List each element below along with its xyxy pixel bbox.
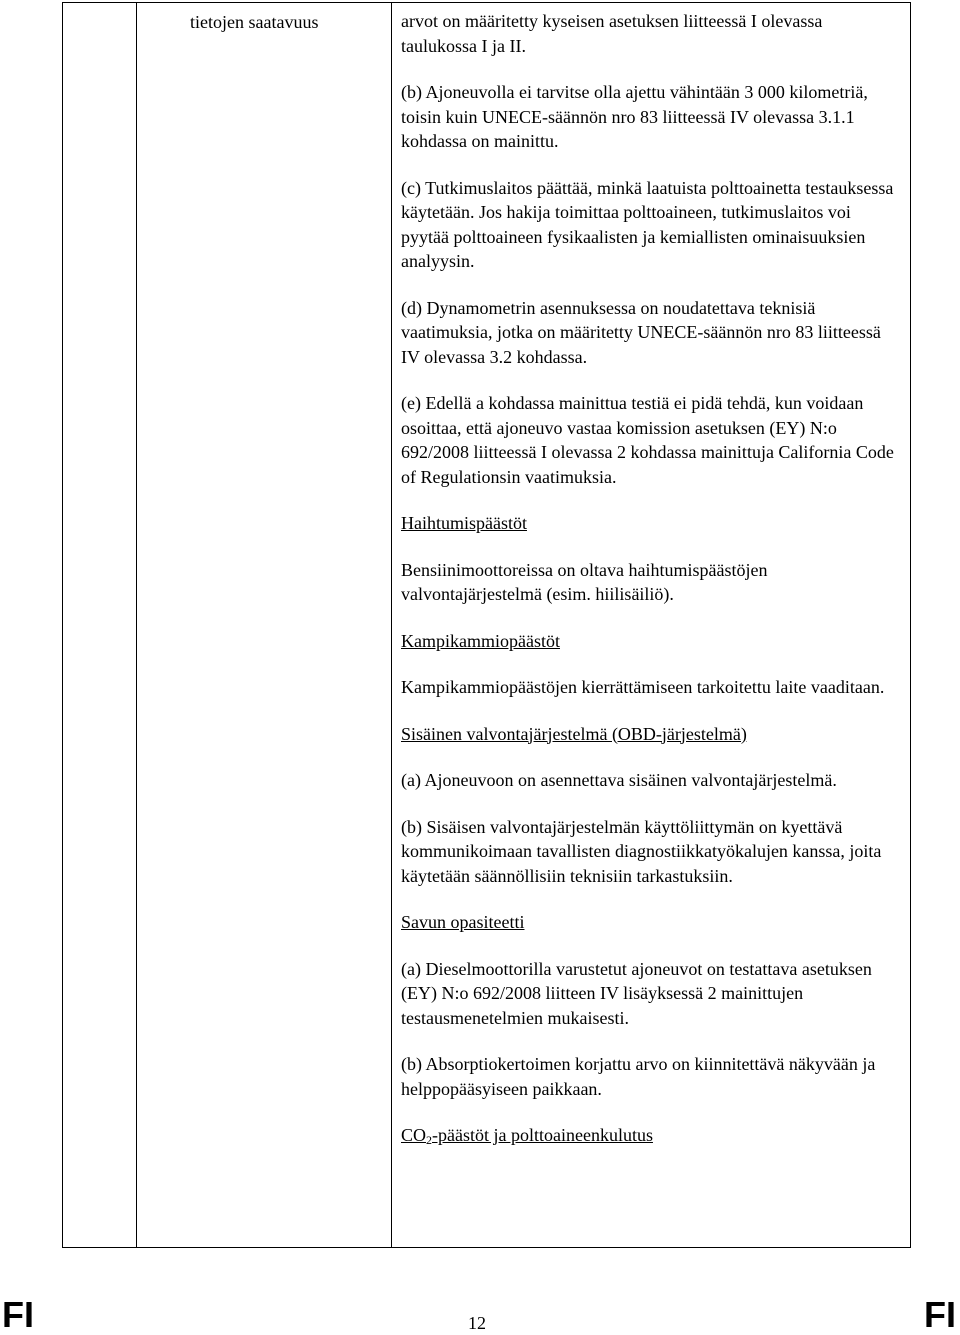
paragraph-c-fuel: (c) Tutkimuslaitos päättää, minkä laatuista polttoainetta testauksessa käytetään. Jos hakija toimittaa polttoaineen, tutkimuslaitos voi pyytää polttoaineen fysikaalisten ja kemiallisten ominaisuuksien analyysin. bbox=[401, 177, 894, 271]
co2-heading-prefix: CO bbox=[401, 1125, 427, 1145]
paragraph-obd-a: (a) Ajoneuvoon on asennettava sisäinen valvontajärjestelmä. bbox=[401, 770, 837, 790]
heading-co2-emissions bbox=[401, 1123, 897, 1148]
page-number: 12 bbox=[468, 1313, 486, 1333]
content-cell bbox=[401, 9, 897, 1170]
heading-obd: Sisäinen valvontajärjestelmä (OBD-järjestelmä) bbox=[401, 723, 747, 744]
paragraph-d-dynamometer: (d) Dynamometrin asennuksessa on noudatettava teknisiä vaatimuksia, jotka on määritetty UNECE-säännön nro 83 liitteessä IV olevassa 3.2 kohdassa. bbox=[401, 297, 881, 367]
paragraph-smoke-b: (b) Absorptiokertoimen korjattu arvo on kiinnitettävä näkyvään ja helppopääsyiseen paikkaan. bbox=[401, 1054, 876, 1099]
paragraph-e-test: (e) Edellä a kohdassa mainittua testiä ei pidä tehdä, kun voidaan osoittaa, että ajoneuvo vastaa komission asetuksen (EY) N:o 692/2008 liitteessä I olevassa 2 kohdassa mainittuja California Code of Regulationsin vaatimuksia. bbox=[401, 393, 894, 487]
paragraph-obd-b: (b) Sisäisen valvontajärjestelmän käyttöliittymän on kyettävä kommunikoimaan tavallisten diagnostiikkatyökalujen kanssa, joita käytetään säännöllisiin teknisiin tarkastuksiin. bbox=[401, 816, 882, 886]
heading-crankcase-emissions: Kampikammiopäästöt bbox=[401, 630, 560, 651]
document-table bbox=[62, 2, 911, 1248]
paragraph-b-mileage: (b) Ajoneuvolla ei tarvitse olla ajettu vähintään 3 000 kilometriä, toisin kuin UNECE-säännön nro 83 liitteessä IV olevassa 3.1.1 kohdassa on mainittu. bbox=[401, 82, 868, 151]
footer-language-code-right: FI bbox=[924, 1294, 956, 1335]
heading-evaporative-emissions: Haihtumispäästöt bbox=[401, 513, 527, 533]
paragraph-evaporative-emissions: Bensiinimoottoreissa on oltava haihtumispäästöjen valvontajärjestelmä (esim. hiilisäiliö). bbox=[401, 559, 768, 604]
table-column-divider-1 bbox=[136, 3, 137, 1247]
paragraph-crankcase-emissions: Kampikammiopäästöjen kierrättämiseen tarkoitettu laite vaaditaan. bbox=[401, 677, 885, 697]
footer-language-code-left: FI bbox=[2, 1294, 34, 1335]
heading-smoke-opacity: Savun opasiteetti bbox=[401, 912, 525, 932]
co2-heading-suffix: -päästöt ja polttoaineenkulutus bbox=[432, 1125, 653, 1145]
paragraph-smoke-a: (a) Dieselmoottorilla varustetut ajoneuvot on testattava asetuksen (EY) N:o 692/2008 liitteen IV lisäyksessä 2 mainittujen testausmenetelmien mukaisesti. bbox=[401, 958, 872, 1028]
table-column-divider-2 bbox=[391, 3, 392, 1247]
co2-heading-subscript: 2 bbox=[426, 1133, 433, 1147]
paragraph-intro: arvot on määritetty kyseisen asetuksen liitteessä I olevassa taulukossa I ja II. bbox=[401, 11, 823, 56]
row-label: tietojen saatavuus bbox=[190, 12, 319, 32]
